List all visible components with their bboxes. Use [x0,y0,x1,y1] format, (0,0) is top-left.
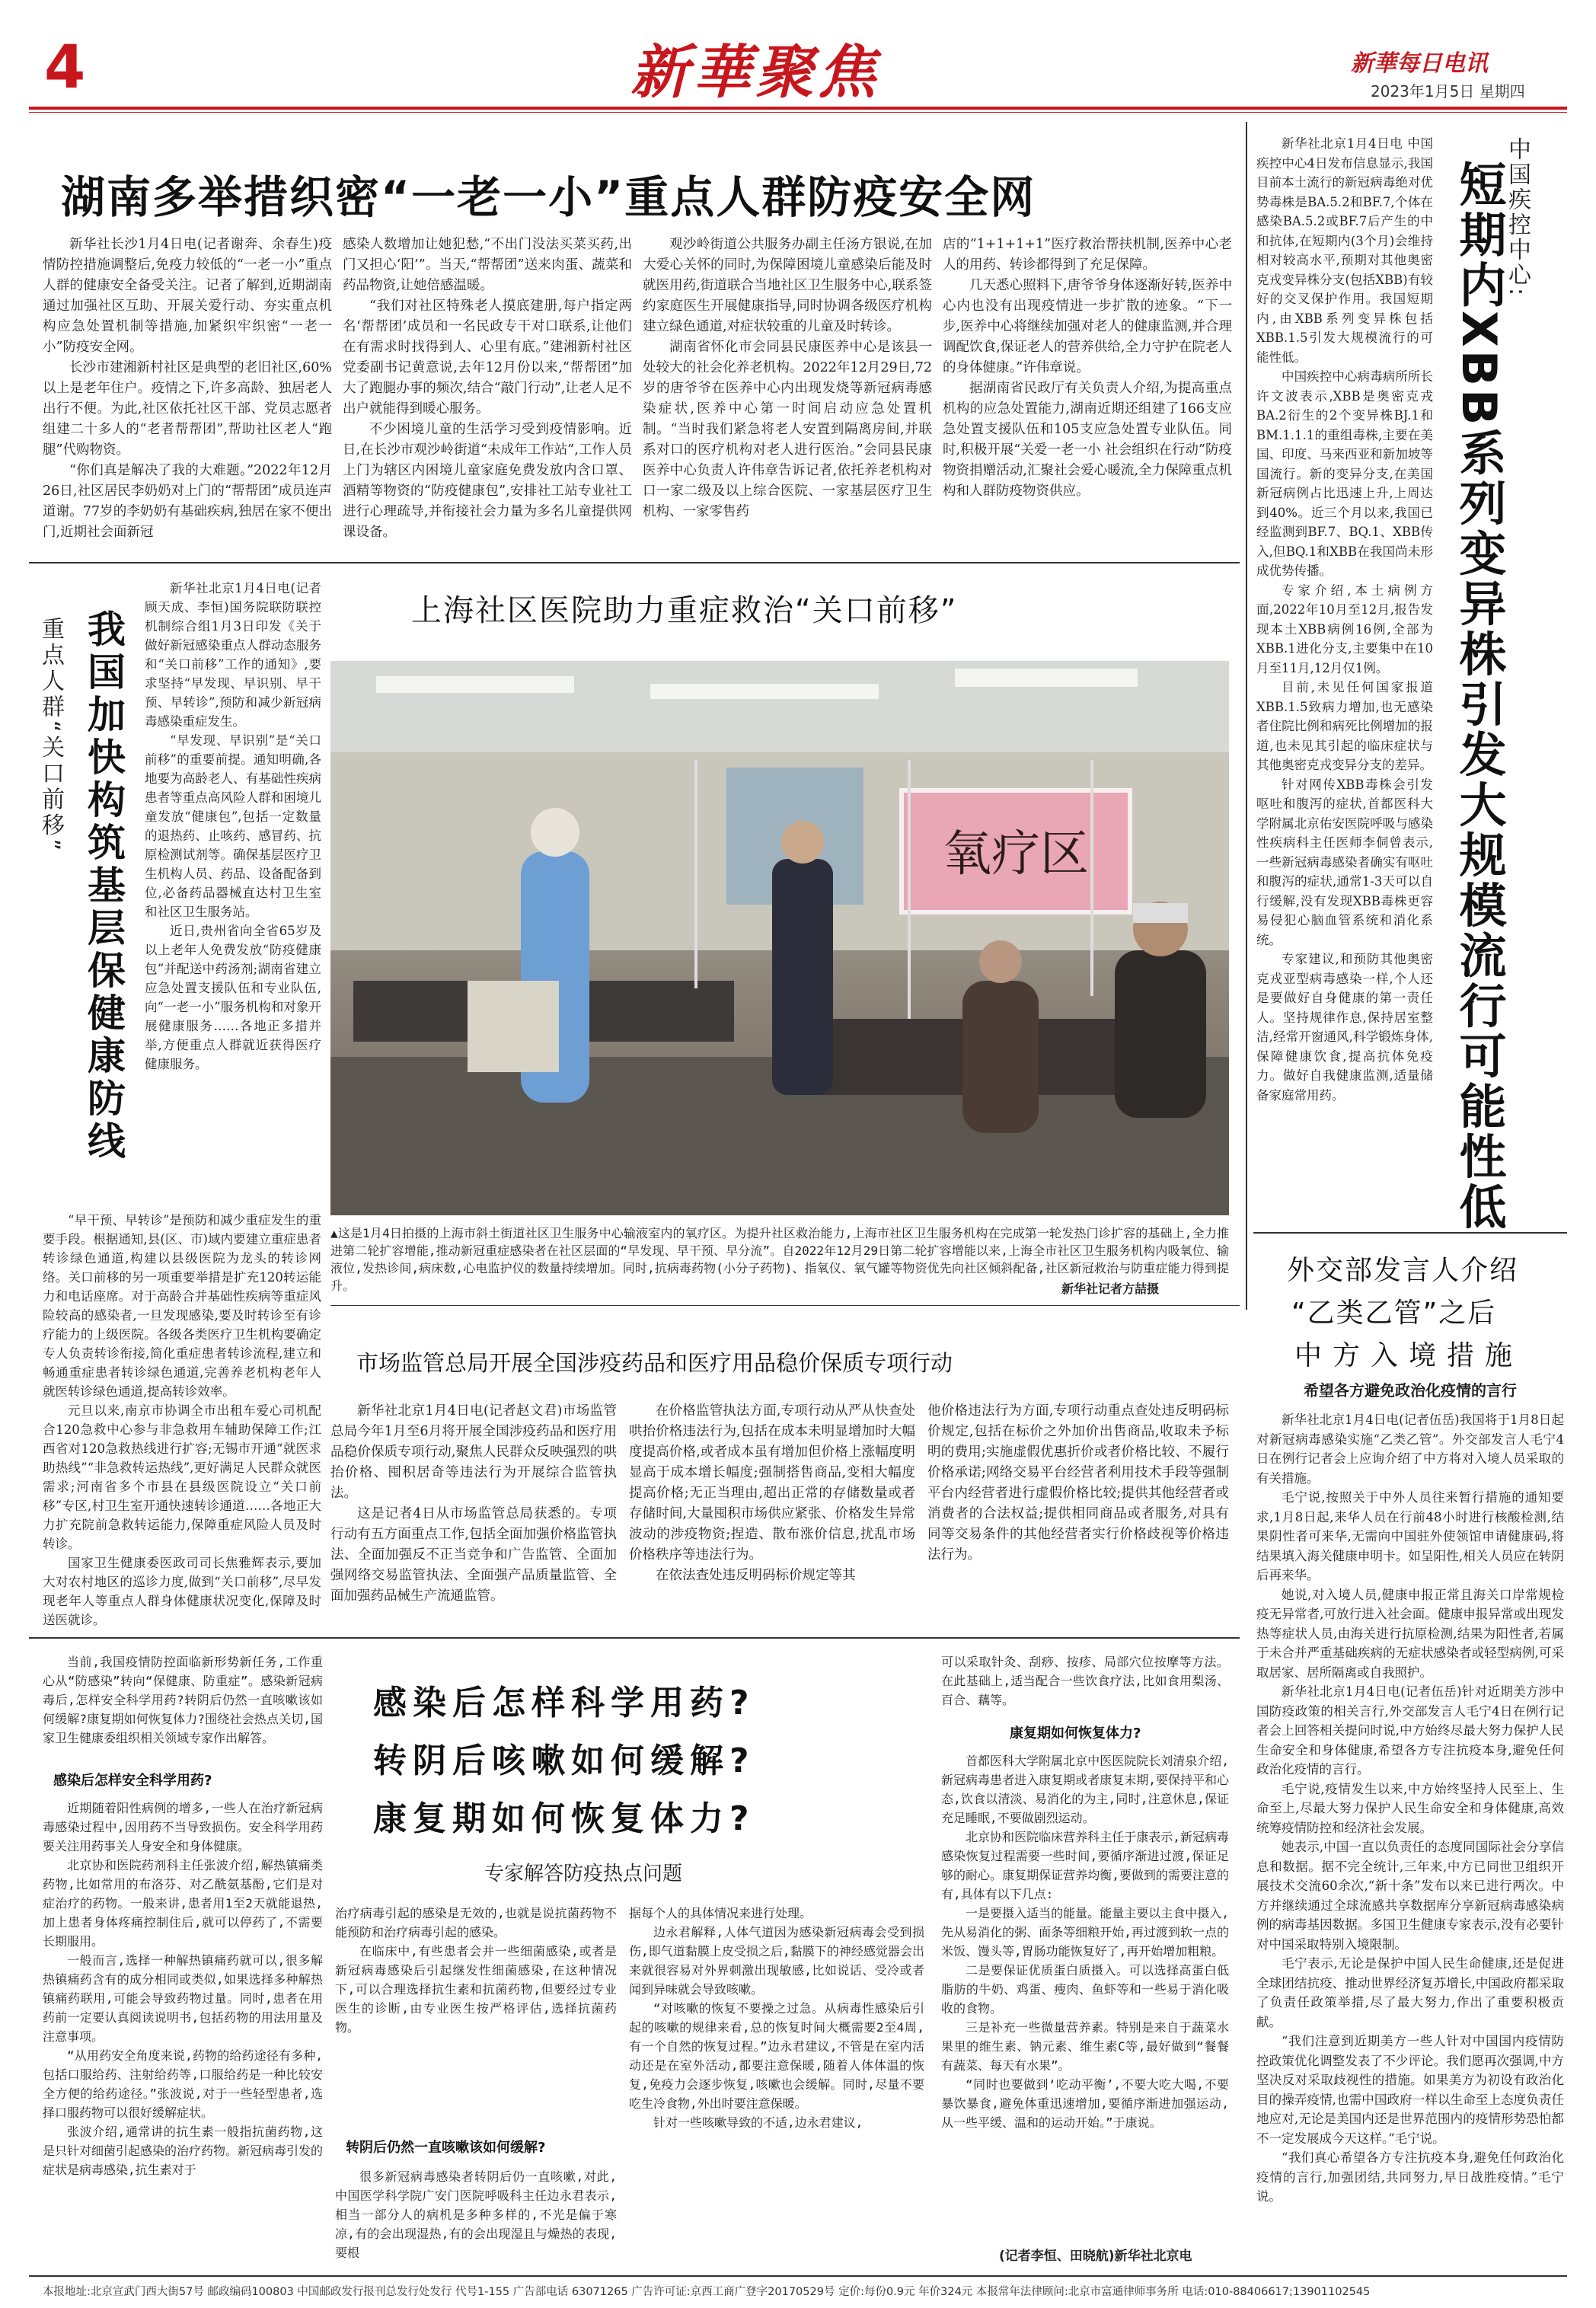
paragraph: 专家建议,和预防其他奥密克戎亚型病毒感染一样,个人还是要做好自身健康的第一责任人。坚持规律作息,保持居室整洁,经常开窗通风,科学锻炼身体,保障健康饮食,提高抗体免疫力。做好自我健康监测,适量储备家庭常用药。 [1256,952,1433,1103]
qa-headline-line1: 感染后怎样科学用药? [373,1684,755,1722]
paragraph: 这是记者4日从市场监管总局获悉的。专项行动有五方面重点工作,包括全面加强价格监管执法、全面加强反不正当竞争和广告监管、全面加强网络交易监管执法、全面强产品质量监管、全面加强药品械生产流通监管。 [330,1506,617,1604]
main-story-col1 [43,235,332,543]
paragraph: 张波介绍,通常讲的抗生素一般指抗菌药物,这是只针对细菌引起感染的治疗药物。新冠病毒引发的症状是病毒感染,抗生素对于 [43,2124,324,2177]
paragraph: “从用药安全角度来说,药物的给药途径有多种,包括口服给药、注射给药等,口服给药是一种比较安全方便的给药途径。”张波说,对于一些轻型患者,选择口服药物可以很好缓解症状。 [43,2048,323,2120]
photo-credit: 新华社记者方喆摄 [1061,1282,1160,1296]
paragraph: “我们真心希望各方专注抗疫本身,避免任何政治化疫情的言行,加强团结,共同努力,早日战胜疫情。”毛宁说。 [1256,2150,1564,2204]
market-story-col2 [629,1401,915,1586]
left-story-col2 [43,1211,321,1630]
divider [1253,1232,1567,1234]
paragraph: 近日,贵州省向全省65岁及以上老年人免费发放“防疫健康包”并配送中药汤剂;湖南省建立应急处置支援队伍和专业队伍,向“一老一小”服务机构和对象开展健康服务……各地正多措并举,方便重点人群就近获得医疗健康服务。 [145,924,321,1071]
paragraph: 三是补充一些微量营养素。特别是来自于蔬菜水果里的维生素、钠元素、维生素C等,最好做到“餐餐有蔬菜、每天有水果”。 [941,2020,1229,2073]
paragraph: 针对网传XBB毒株会引发呕吐和腹泻的症状,首都医科大学附属北京佑安医院呼吸与感染性疾病科主任医师李侗曾表示,一些新冠病毒感染者确实有呕吐和腹泻的症状,通常1-3天可以自行缓解,没有发现XBB毒株更容易侵犯心脑血管系统和消化系统。 [1256,777,1433,947]
qa-credit: (记者李恒、田晓航)新华社北京电 [999,2249,1192,2264]
paragraph: 元旦以来,南京市协调全市出租车爱心司机配合120急救中心参与非急救用车辅助保障工作;江西省对120急救热线进行扩容;无锡市开通“就医求助热线”“非急救转运热线”,更好满足人民群众就医需求;河南省多个市县在县级医院设立“关口前移”专区,村卫生室开通快速转诊通道……各地正大力扩充院前急救转运能力,保障重症风险人员及时转诊。 [43,1403,321,1551]
paragraph: 毛宁说,按照关于中外人员往来暂行措施的通知要求,1月8日起,来华人员在行前48小时进行核酸检测,结果阴性者可来华,无需向中国驻外使领馆申请健康码,将结果填入海关健康申明卡。如呈阳性,相关人员应在转阴后再来华。 [1256,1490,1564,1582]
qa-subhead-1: 感染后怎样安全科学用药? [53,1773,212,1789]
cdc-kicker: 中国疾控中心: [1504,137,1531,298]
divider [1246,122,1247,1310]
paragraph: 她说,对入境人员,健康申报正常且海关口岸常规检疫无异常者,可放行进入社会面。健康申报异常或出现发热等症状人员,由海关进行抗原检测,结果为阳性者,若属于未合并严重基础疾病的无症状感染者或轻型病例,可采取居家、居所隔离或自我照护。 [1256,1587,1564,1680]
qa-col1 [43,1799,323,2179]
paragraph: “同时也要做到‘吃动平衡’,不要大吃大喝,不要暴饮暴食,避免体重迅速增加,要循序渐进加强运动,从一些平缓、温和的运动开始。”于康说。 [941,2077,1229,2130]
paragraph: “你们真是解决了我的大难题。”2022年12月26日,社区居民李奶奶对上门的“帮帮团”成员连声道谢。77岁的李奶奶有基础疾病,独居在家不便出门,近期社会面新冠 [43,463,332,540]
paragraph: 新华社北京1月4日电(记者顾天成、李恒)国务院联防联控机制综合组1月3日印发《关于做好新冠感染重点人群动态服务和“关口前移”工作的通知》,要求坚持“早发现、早识别、早干预、早转诊”,预防和减少新冠病毒感染重症发生。 [145,581,321,729]
paragraph: 新华社北京1月4日电(记者伍岳)针对近期美方涉中国防疫政策的相关言行,外交部发言人毛宁4日在例行记者会上回答相关提问时说,中方始终尽最大努力保护人民生命安全和身体健康,希望各方专注抗疫本身,避免任何政治化疫情的言行。 [1256,1684,1564,1776]
paragraph: 新华社北京1月4日电 中国疾控中心4日发布信息显示,我国目前本土流行的新冠病毒绝对优势毒株是BA.5.2和BF.7,个体在感染BA.5.2或BF.7后产生的中和抗体,在短期内(3个月)会维持相对较高水平,预期对其他奥密克戎变异株分支(包括XBB)有较好的交叉保护作用。我国短期内,由XBB系列变异株包括XBB.1.5引发大规模流行的可能性低。 [1256,136,1433,365]
paragraph: “早发现、早识别”是“关口前移”的重要前提。通知明确,各地要为高龄老人、有基础性疾病患者等重点高风险人群和困境儿童发放“健康包”,包括一定数量的退热药、止咳药、感冒药、抗原检测试剂等。确保基层医疗卫生机构人员、药品、设备配备到位,必备药品器械直达村卫生室和社区卫生服务站。 [145,733,321,919]
oxygen-therapy-area-photo [330,661,1229,1215]
photo-illustration [330,661,1229,1215]
paragraph: “早干预、早转诊”是预防和减少重症发生的重要手段。根据通知,县(区、市)域内要建立重症患者转诊绿色通道,构建以县级医院为龙头的转诊网络。关口前移的另一项重要举措是扩充120转运能力和电话座席。对于高龄合并基础性疾病等重症风险较高的感染者,一旦发现感染,要及时转诊至有诊疗能力的上级医院。各级各类医疗卫生机构要确定专人负责转诊衔接,简化重症患者转诊流程,建立和畅通重症患者转诊绿色通道,完善养老机构老年人就医转诊绿色通道,提高转诊效率。 [43,1213,321,1399]
paragraph: “我们注意到近期美方一些人针对中国国内疫情防控政策优化调整发表了不少评论。我们愿再次强调,中方坚决反对采取歧视性的措施。如果美方为初设有政治化目的操弄疫情,也需中国政府一样以生命至上态度负责任地应对,无论是美国内还是世界范围内的疫情形势恐怕都不一定发展成今天这样。”毛宁说。 [1256,2034,1564,2146]
paragraph: 针对一些咳嗽导致的不适,边永君建议, [653,2115,863,2130]
paragraph: 他价格违法行为方面,专项行动重点查处违反明码标价规定,包括在标价之外加价出售商品,收取未予标明的费用;实施虚假优惠折价或者价格比较、不履行价格承诺;网络交易平台经营者利用技术手段等强制平台内经营者进行虚假价格比较;提供其他经营者或消费者的合法权益;提供相同商品或者服务,对具有同等交易条件的其他经营者实行价格歧视等价格违法行为。 [927,1403,1229,1563]
paragraph: 感染人数增加让她犯愁,“不出门没法买菜买药,出门又担心‘阳’”。当天,“帮帮团”送来肉蛋、蔬菜和药品物资,让她倍感温暖。 [343,237,632,293]
qa-subhead-3: 康复期如何恢复体力? [1010,1725,1141,1741]
cdc-headline: 短期内XBB系列变异株引发大规模流行可能性低 [1451,160,1507,1233]
paragraph: 湖南省怀化市会同县民康医养中心是该县一处较大的社会化养老机构。2022年12月29日,72岁的唐爷爷在医养中心内出现发烧等新冠病毒感染症状,医养中心第一时间启动应急处置机制。“当时我们紧急将老人安置到隔离房间,并联系对口的医疗机构对老人进行医治。”会同县民康医养中心负责人许伟章告诉记者,依托养老机构对口一家二级及以上综合医院、一家基层医疗卫生机构、一家零售药 [643,340,932,519]
paragraph: 毛宁说,疫情发生以来,中方始终坚持人民至上、生命至上,尽最大努力保护人民生命安全和身体健康,高效统筹疫情防控和经济社会发展。 [1256,1781,1564,1835]
paragraph: 毛宁表示,无论是保护中国人民生命健康,还是促进全球团结抗疫、推动世界经济复苏增长,中国政府都采取了负责任政策举措,尽了最大努力,作出了重要积极贡献。 [1256,1956,1564,2029]
page-number: 4 [44,34,86,102]
paragraph: 在临床中,有些患者会并一些细菌感染,或者是新冠病毒感染后引起继发性细菌感染,在这种情况下,可以合理选择抗生素和抗菌药物,但要经过专业医生的诊断,由专业医生按严格评估,选择抗菌药物。 [335,1944,617,2035]
photo-story-headline: 上海社区医院助力重症救治“关口前移” [411,593,958,628]
market-story-col1 [330,1401,617,1607]
paragraph: 当前,我国疫情防控面临新形势新任务,工作重心从“防感染”转向“保健康、防重症”。感染新冠病毒后,怎样安全科学用药?转阴后仍然一直咳嗽该如何缓解?康复期如何恢复体力?围绕社会热点关切,国家卫生健康委组织相关领域专家作出解答。 [43,1655,323,1745]
oxygen-sign-text: 氧疗区 [943,826,1089,883]
paragraph: 据湖南省民政厅有关负责人介绍,为提高重点机构的应急处置能力,湖南近期还组建了166支应急处置支援队伍和105支应急处置专业队伍。同时,积极开展“关爱一老一小 社会组织在行动”防疫物资捐赠活动,汇聚社会爱心暖流,全力保障重点机构和人群防疫物资供应。 [943,381,1232,499]
paragraph: 北京协和医院临床营养科主任于康表示,新冠病毒感染恢复过程需要一些时间,要循序渐进过渡,保证足够的耐心。康复期保证营养均衡,要做到的需要注意的有,具体有以下几点: [941,1830,1229,1901]
date-line: 2023年1月5日 星期四 [1371,82,1525,101]
qa-subtitle: 专家解答防疫热点问题 [484,1863,683,1885]
main-story-col3 [643,235,932,522]
paragraph: 中国疾控中心病毒病所所长许文波表示,XBB是奥密克戎BA.2衍生的2个变异株BJ.1和BM.1.1.1的重组毒株,主要在美国、印度、马来西亚和新加坡等国流行。新的变异分支,在美国新冠病例占比迅速上升,上周达到40%。近三个月以来,我国已经监测到BF.7、BQ.1、XBB传入,但BQ.1和XBB在我国尚未形成优势传播。 [1256,369,1433,578]
mfa-subhead: 希望各方避免政治化疫情的言行 [1304,1381,1517,1400]
paragraph: 新华社北京1月4日电(记者伍岳)我国将于1月8日起对新冠病毒感染实施“乙类乙管”。外交部发言人毛宁4日在例行记者会上应询介绍了中方将对入境人员采取的有关措施。 [1256,1413,1564,1486]
cdc-story-col1 [1256,134,1433,1105]
paragraph: 在价格监管执法方面,专项行动从严从快查处哄抬价格违法行为,包括在成本未明显增加时大幅度提高价格,或者成本虽有增加但价格上涨幅度明显高于成本增长幅度;强制搭售商品,变相大幅度提高价格;无正当理由,超出正常的存储数量或者存储时间,大量囤积市场供应紧张、价格发生异常波动的涉疫物资;捏造、散布涨价信息,扰乱市场价格秩序等违法行为。 [629,1403,915,1563]
paragraph: 长沙市建湘新村社区是典型的老旧社区,60%以上是老年住户。疫情之下,许多高龄、独居老人出行不便。为此,社区依托社区干部、党员志愿者组建二十多人的“老者帮帮团”,帮助社区老人“跑腿”代购物资。 [43,360,332,458]
footer-rule [29,2275,1567,2277]
main-story-col4 [943,235,1232,502]
qa-headline-line3: 康复期如何恢复体力? [373,1799,755,1838]
paragraph: 边永君解释,人体气道因为感染新冠病毒会受到损伤,即气道黏膜上皮受损之后,黏膜下的神经感觉器会出来就很容易对外界刺激出现敏感,比如说话、受冷或者闻到异味就会导致咳嗽。 [629,1925,924,1997]
left-story-kicker: 重点人群“关口前移” [37,617,64,854]
caption-text: ▲这是1月4日拍摄的上海市斜土街道社区卫生服务中心输液室内的氧疗区。为提升社区救治能力,上海市社区卫生服务机构在完成第一轮发热门诊扩容的基础上,全力推进第二轮扩容增能,推动新冠重症感染者在社区层面的“早发现、早干预、早分流”。自2022年12月29日第二轮扩容增能以来,上海全市社区卫生服务机构内吸氧位、输液位,发热诊间,病床数,心电监护仪的数量持续增加。同时,抗病毒药物(小分子药物)、指氧仪、氧气罐等物资优先向社区倾斜配备,社区新冠救治与防重症能力得到提升。 [330,1226,1229,1293]
paragraph: 可以采取针灸、刮痧、按疹、局部穴位按摩等方法。在此基础上,适当配合一些饮食疗法,比如食用梨汤、百合、藕等。 [941,1655,1229,1707]
footer-info: 本报地址:北京宣武门西大街57号 邮政编码100803 中国邮政发行报刊总发行处发行 代号1-155 广告部电话 63071265 广告许可证:京西工商广登字20170529号 定价:每份0.9元 年价324元 本报常年法律顾问:北京市富通律师事务所 电话:010-88406617;13901102545 [43,2286,1371,2298]
paragraph: 专家介绍,本土病例方面,2022年10月至12月,报告发现本土XBB病例16例,全部为XBB.1进化分支,主要集中在10月至11月,12月仅1例。 [1256,583,1433,675]
paragraph: 治疗病毒引起的感染是无效的,也就是说抗菌药物不能预防和治疗病毒引起的感染。 [335,1906,617,1939]
paragraph: 一是要摄入适当的能量。能量主要以主食中摄入,先从易消化的粥、面条等细粮开始,再过渡到软一点的米饭、馒头等,胃肠功能恢复好了,再开始增加粗粮。 [941,1906,1229,1958]
paragraph: 观沙岭街道公共服务办副主任汤方银说,在加大爱心关怀的同时,为保障困境儿童感染后能及时就医用药,街道联合当地社区卫生服务中心,联系签约家庭医生开展健康指导,同时协调各级医疗机构建立绿色通道,对症状较重的儿童及时转诊。 [643,237,932,334]
qa-headline-line2: 转阴后咳嗽如何缓解? [373,1741,755,1780]
masthead-rule [29,107,1567,110]
mfa-headline-line2: “乙类乙管”之后 [1291,1298,1497,1329]
left-story-headline: 我国加快构筑基层保健康防线 [81,609,126,1164]
paragraph: 二是要保证优质蛋白质摄入。可以选择高蛋白低脂肪的牛奶、鸡蛋、瘦肉、鱼虾等和一些易于消化吸收的食物。 [941,1963,1229,2016]
paragraph: 近期随着阳性病例的增多,一些人在治疗新冠病毒感染过程中,因用药不当导致损伤。安全科学用药要关注用药事关人身安全和身体健康。 [43,1801,323,1853]
paragraph: 新华社北京1月4日电(记者赵文君)市场监管总局今年1月至6月将开展全国涉疫药品和医疗用品稳价保质专项行动,聚焦人民群众反映强烈的哄抬价格、囤积居奇等违法行为开展综合监管执法。 [330,1403,617,1501]
qa-col3 [629,1904,924,2132]
paragraph: 店的“1+1+1+1”医疗救治帮扶机制,医养中心老人的用药、转诊都得到了充足保障。 [943,237,1232,273]
paragraph: 首都医科大学附属北京中医医院院长刘清泉介绍,新冠病毒患者进入康复期或者康复末期,要保持平和心态,饮食以清淡、易消化的为主,同时,注意休息,保证充足睡眠,不要做剧烈运动。 [941,1754,1229,1825]
divider [29,562,1240,563]
divider [330,1305,1240,1306]
paragraph: 据每个人的具体情况来进行处理。 [629,1906,812,1920]
paragraph: 北京协和医院药剂科主任张波介绍,解热镇痛类药物,比如常用的布洛芬、对乙酰氨基酚,它们是对症治疗的药物。一般来讲,患者用1至2天就能退热,加上患者身体疼痛控制住后,就可以停药了,不需要长期服用。 [43,1858,323,1949]
mfa-story-col [1256,1410,1564,2207]
qa-subhead-2: 转阴后仍然一直咳嗽该如何缓解? [346,2140,546,2156]
paragraph: 不少困境儿童的生活学习受到疫情影响。近日,在长沙市观沙岭街道“未成年工作站”,工作人员上门为辖区内困境儿童家庭免费发放内含口罩、酒精等物资的“防疫健康包”,安排社工站专业社工进行心理疏导,并衔接社会力量为多名儿童提供网课设备。 [343,422,632,540]
main-headline: 湖南多举措织密“一老一小”重点人群防疫安全网 [61,171,1036,223]
paragraph: 在依法查处违反明码标价规定等其 [656,1568,856,1583]
masthead-rule-thin [29,112,1567,113]
mfa-headline-line1: 外交部发言人介绍 [1287,1255,1519,1286]
paragraph: 很多新冠病毒感染者转阴后仍一直咳嗽,对此,中国医学科学院广安门医院呼吸科主任边永君表示,相当一部分人的病机是多种多样的,不光是偏于寒凉,有的会出现湿热,有的会出现湿且与燥热的表现,要根 [335,2169,617,2260]
paragraph: 一般而言,选择一种解热镇痛药就可以,很多解热镇痛药含有的成分相同或类似,如果选择多种解热镇痛药联用,可能会导致药物过量。同时,患者在用药前一定要认真阅读说明书,包括药物的用法用量及注意事项。 [43,1953,323,2044]
main-story-col2 [343,235,632,543]
divider [29,1637,1240,1639]
section-title: 新華聚焦 [630,38,880,106]
paragraph: 她表示,中国一直以负责任的态度同国际社会分享信息和数据。据不完全统计,三年来,中方已同世卫组织开展技术交流60余次,“新十条”发布以来已进行两次。中方并继续通过全球流感共享数据库分享新冠病毒感染病例的病毒基因数据。多国卫生健康专家表示,没有必要针对中国采取特别入境限制。 [1256,1840,1564,1952]
qa-col4b [941,1751,1229,2132]
market-story-col3 [927,1401,1229,1566]
qa-col4 [941,1652,1229,1709]
paper-name: 新華每日电讯 [1351,50,1488,77]
left-story-col1 [145,579,321,1074]
paragraph: 目前,未见任何国家报道XBB.1.5致病力增加,也无感染者住院比例和病死比例增加的报道,也未见其引起的临床症状与其他奥密克戎变异分支的差异。 [1256,680,1433,772]
mfa-headline-line3: 中方入境措施 [1294,1340,1524,1371]
paragraph: 几天悉心照料下,唐爷爷身体逐渐好转,医养中心内也没有出现疫情进一步扩散的迹象。“下一步,医养中心将继续加强对老人的健康监测,并合理调配饮食,保证老人的营养供给,全力守护在院老人的身体健康。”许伟章说。 [943,278,1232,375]
market-story-headline: 市场监管总局开展全国涉疫药品和医疗用品稳价保质专项行动 [356,1350,953,1376]
paragraph: “对咳嗽的恢复不要操之过急。从病毒性感染后引起的咳嗽的规律来看,总的恢复时间大概需要2至4周,有一个自然的恢复过程。”边永君建议,不管是在室内活动还是在室外活动,都要注意保暖,随着人体体温的恢复,免疫力会逐步恢复,咳嗽也会缓解。同时,尽量不要吃生冷食物,外出时要注意保暖。 [629,2001,924,2111]
qa-col2 [335,1904,617,2037]
paragraph: 新华社长沙1月4日电(记者谢奔、余春生)疫情防控措施调整后,免疫力较低的“一老一小”重点人群的健康安全备受关注。记者了解到,近期湖南通过加强社区互助、开展关爱行动、夯实重点机构应急处置机制等措施,加紧织牢织密“一老一小”防疫安全网。 [43,237,332,355]
qa-intro [43,1652,323,1748]
paragraph: “我们对社区特殊老人摸底建册,每户指定两名‘帮帮团’成员和一名民政专干对口联系,让他们在有需求时找得到人、心里有底。”建湘新村社区党委副书记黄意说,去年12月份以来,“帮帮团”加大了跑腿办事的频次,结合“敲门行动”,让老人足不出户就能得到暖心服务。 [343,298,632,417]
qa-col2b [335,2167,617,2262]
paragraph: 国家卫生健康委医政司司长焦雅辉表示,要加大对农村地区的巡诊力度,做到“关口前移”,尽早发现老年人等重点人群身体健康状况变化,保障及时送医就诊。 [43,1556,321,1627]
